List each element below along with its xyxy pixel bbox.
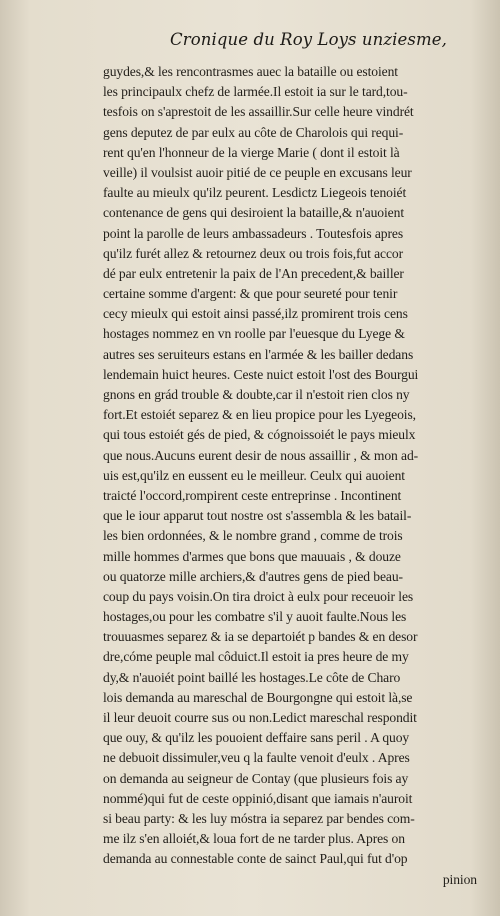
text-line: fort.Et estoiét separez & en lieu propice pour les Lyegeois, bbox=[103, 407, 416, 423]
text-line: dre,cóme peuple mal côduict.Il estoit ia pres heure de my bbox=[103, 649, 409, 665]
text-line: hostages,ou pour les combatre s'il y auoit faulte.Nous les bbox=[103, 609, 407, 625]
text-line: que nous.Aucuns eurent desir de nous assaillir , & mon ad- bbox=[103, 447, 419, 463]
text-line: trouuasmes separez & ia se departoiét p bandes & en desor bbox=[103, 629, 418, 645]
text-line: ne debuoit dissimuler,veu q la faulte venoit d'eulx . Apres bbox=[103, 750, 410, 766]
text-line: les bien ordonnées, & le nombre grand , comme de trois bbox=[103, 528, 403, 544]
text-line: point la parolle de leurs ambassadeurs . Toutesfois apres bbox=[103, 225, 404, 241]
text-line: que le iour apparut tout nostre ost s'assembla & les batail- bbox=[103, 508, 412, 524]
text-line: certaine somme d'argent: & que pour seureté pour tenir bbox=[103, 286, 398, 302]
text-line: coup du pays voisin.On tira droict à eulx pour receuoir les bbox=[103, 588, 414, 604]
text-line: rent qu'en l'honneur de la vierge Marie ( dont il estoit là bbox=[103, 144, 400, 160]
text-line: tesfois on s'aprestoit de les assaillir.Sur celle heure vindrét bbox=[103, 104, 414, 120]
text-line: si beau party: & les luy móstra ia separez par bendes com- bbox=[103, 810, 415, 826]
text-line: que ouy, & qu'ilz les pouoient deffaire sans peril . A quoy bbox=[103, 730, 410, 746]
text-line: demanda au connestable conte de sainct Paul,qui fut d'op bbox=[103, 851, 408, 867]
text-line: guydes,& les rencontrasmes auec la bataille ou estoient bbox=[103, 64, 398, 79]
text-line: autres ses seruiteurs estans en l'armée & les bailler dedans bbox=[103, 346, 414, 362]
body-text bbox=[103, 62, 483, 890]
text-line: lois demanda au mareschal de Bourgongne qui estoit là,se bbox=[103, 689, 413, 705]
text-line: gens deputez de par eulx au côte de Charolois qui requi- bbox=[103, 124, 404, 140]
text-line: il leur deuoit courre sus ou non.Ledict mareschal respondit bbox=[103, 710, 417, 725]
text-line: mille hommes d'armes que bons que mauuais , & douze bbox=[103, 548, 401, 564]
text-line: dy,& n'auoiét point baillé les hostages.Le côte de Charo bbox=[103, 669, 401, 685]
text-line: on demanda au seigneur de Contay (que plusieurs fois ay bbox=[103, 770, 409, 786]
running-header: Cronique du Roy Loys unziesme, bbox=[170, 30, 447, 49]
text-line: nommé)qui fut de ceste oppinió,disant que iamais n'auroit bbox=[103, 790, 413, 806]
text-line: gnons en grád trouble & doubte,car il n'estoit rien clos ny bbox=[103, 387, 410, 402]
text-line: me ilz s'en alloiét,& loua fort de ne tarder plus. Apres on bbox=[103, 831, 405, 847]
text-line: veille) il voulsist auoir pitié de ce peuple en excusans leur bbox=[103, 164, 412, 180]
text-line: faulte au mieulx qu'ilz peurent. Lesdictz Liegeois tenoiét bbox=[103, 185, 407, 201]
text-line: traicté l'occord,rompirent ceste entreprinse . Incontinent bbox=[103, 487, 402, 503]
text-line: ou quatorze mille archiers,& d'autres gens de pied beau- bbox=[103, 568, 403, 584]
text-line: dé par eulx entretenir la paix de l'An precedent,& bailler bbox=[103, 265, 404, 281]
text-line: qui tous estoiét gés de pied, & cógnoissoiét le pays mieulx bbox=[103, 427, 416, 443]
text-line: qu'ilz furét allez & retournez deux ou trois fois,fut accor bbox=[103, 245, 404, 261]
text-line: lendemain huict heures. Ceste nuict estoit l'ost des Bourgui bbox=[103, 366, 419, 382]
text-line: hostages nommez en vn roolle par l'euesque du Lyege & bbox=[103, 326, 405, 342]
text-line: cecy mieulx qui estoit ainsi passé,ilz promirent trois cens bbox=[103, 306, 408, 322]
text-line: contenance de gens qui desiroient la bataille,& n'auoient bbox=[103, 205, 404, 221]
text-line: les principaulx chefz de larmée.Il estoit ia sur le tard,tou- bbox=[103, 84, 408, 100]
catchword: pinion bbox=[442, 871, 477, 887]
text-line: uis est,qu'ilz en eussent eu le meilleur. Ceulx qui auoient bbox=[103, 467, 405, 483]
